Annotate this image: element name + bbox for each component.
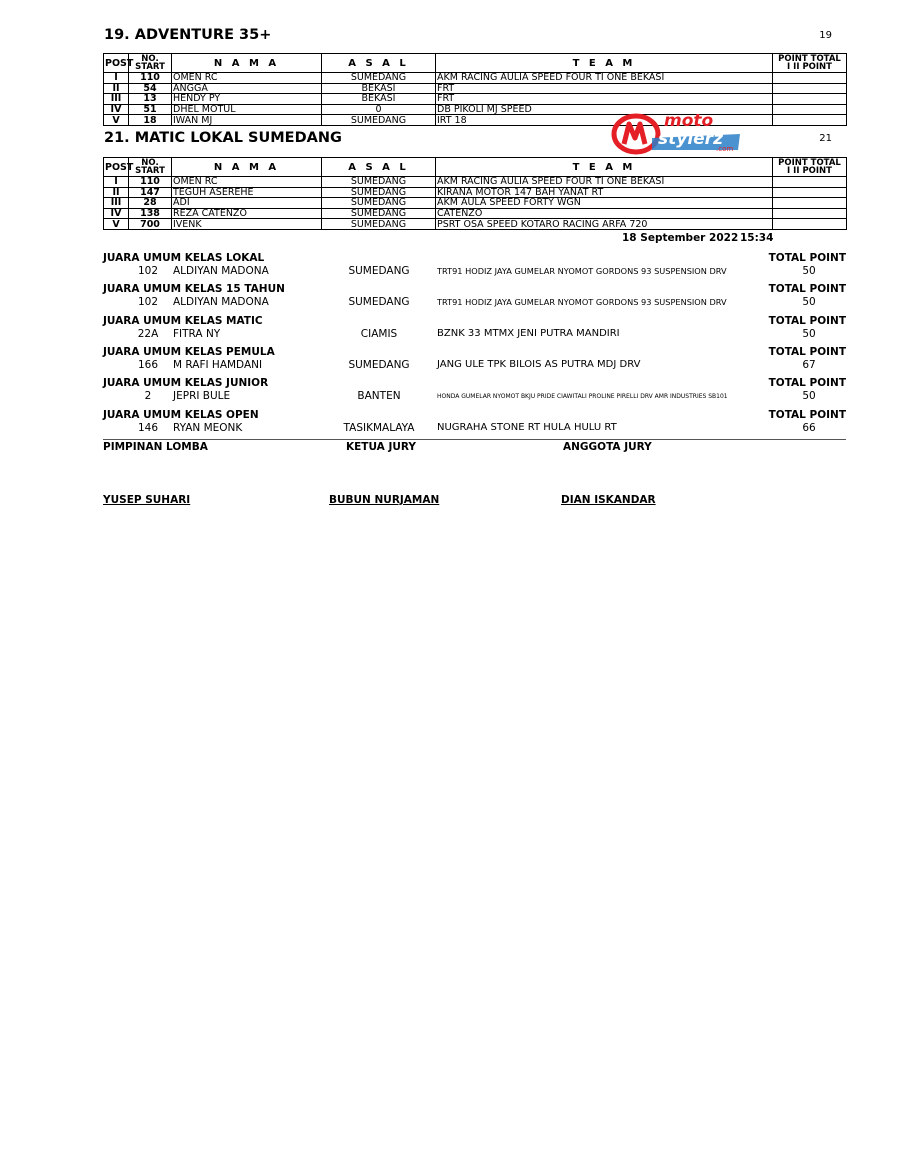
header-start: START (135, 62, 165, 72)
cell-post: V (104, 115, 129, 126)
cell-team: KIRANA MOTOR 147 BAH YANAT RT (436, 187, 773, 198)
champion-asal: TASIKMALAYA (343, 422, 415, 434)
cell-post: IV (104, 104, 129, 115)
champion-entry-15-tahun (103, 283, 846, 313)
table-row (104, 219, 847, 230)
champion-entry-lokal (103, 252, 846, 282)
cell-post: IV (104, 208, 129, 219)
cell-point (773, 219, 847, 230)
header-start: START (135, 166, 165, 176)
total-point-value: 67 (802, 359, 816, 371)
cell-nama: IVENK (172, 219, 322, 230)
champion-team: TRT91 HODIZ JAYA GUMELAR NYOMOT GORDONS 93 SUSPENSION DRV (437, 297, 727, 307)
cell-point (773, 198, 847, 209)
header-team: T E A M (436, 158, 773, 177)
section-21-title: 21. MATIC LOKAL SUMEDANG (104, 130, 342, 146)
header-team: T E A M (436, 54, 773, 73)
cell-nama: ADI (172, 198, 322, 209)
champion-team: NUGRAHA STONE RT HULA HULU RT (437, 422, 617, 433)
total-point-value: 50 (802, 296, 816, 308)
role-pimpinan-lomba: PIMPINAN LOMBA (103, 441, 208, 453)
champion-number: 22A (137, 328, 159, 340)
cell-nama: IWAN MJ (172, 115, 322, 126)
cell-nama: OMEN RC (172, 73, 322, 84)
cell-team: PSRT OSA SPEED KOTARO RACING ARFA 720 (436, 219, 773, 230)
cell-no: 51 (129, 104, 172, 115)
cell-team: DB PIKOLI MJ SPEED (436, 104, 773, 115)
total-point-label: TOTAL POINT (768, 377, 846, 389)
logo-word-moto: moto (664, 111, 714, 131)
champion-name: RYAN MEONK (173, 422, 243, 434)
champion-name: M RAFI HAMDANI (173, 359, 263, 371)
cell-no: 110 (129, 73, 172, 84)
cell-point (773, 208, 847, 219)
cell-asal: SUMEDANG (322, 219, 436, 230)
signatory-ketua-jury: BUBUN NURJAMAN (329, 494, 440, 506)
motostylerz-logo (612, 108, 744, 156)
cell-asal: SUMEDANG (322, 198, 436, 209)
cell-no: 147 (129, 187, 172, 198)
total-point-label: TOTAL POINT (768, 252, 846, 264)
logo-word-com: .com (716, 145, 734, 153)
champion-team: JANG ULE TPK BILOIS AS PUTRA MDJ DRV (437, 359, 641, 370)
champion-entry-open (103, 409, 846, 439)
champion-number: 166 (137, 359, 159, 371)
header-post: POST (104, 158, 129, 177)
header-nama: N A M A (172, 54, 322, 73)
cell-nama: OMEN RC (172, 177, 322, 188)
report-date: 18 September 2022 (622, 232, 739, 244)
cell-asal: BEKASI (322, 83, 436, 94)
champion-number: 146 (137, 422, 159, 434)
champion-name: ALDIYAN MADONA (173, 296, 269, 308)
total-point-label: TOTAL POINT (768, 283, 846, 295)
champion-team: TRT91 HODIZ JAYA GUMELAR NYOMOT GORDONS 93 SUSPENSION DRV (437, 266, 727, 276)
champion-entry-matic (103, 315, 846, 345)
section-19-title: 19. ADVENTURE 35+ (104, 27, 272, 43)
signatory-anggota-jury: DIAN ISKANDAR (561, 494, 656, 506)
champion-asal: SUMEDANG (348, 359, 410, 371)
cell-nama: REZA CATENZO (172, 208, 322, 219)
cell-asal: SUMEDANG (322, 177, 436, 188)
champion-class-title: JUARA UMUM KELAS MATIC (103, 315, 263, 327)
report-time: 15:34 (740, 232, 774, 244)
cell-asal: SUMEDANG (322, 208, 436, 219)
header-asal: A S A L (322, 54, 436, 73)
cell-post: V (104, 219, 129, 230)
results-table-21 (103, 157, 847, 230)
champion-class-title: JUARA UMUM KELAS PEMULA (103, 346, 275, 358)
cell-nama: ANGGA (172, 83, 322, 94)
total-point-value: 66 (802, 422, 816, 434)
total-point-value: 50 (802, 265, 816, 277)
cell-point (773, 187, 847, 198)
champion-team: BZNK 33 MTMX JENI PUTRA MANDIRI (437, 328, 620, 339)
cell-team: IRT 18 (436, 115, 773, 126)
champion-class-title: JUARA UMUM KELAS LOKAL (103, 252, 265, 264)
cell-no: 28 (129, 198, 172, 209)
role-anggota-jury: ANGGOTA JURY (563, 441, 652, 453)
table-row (104, 208, 847, 219)
champion-entry-pemula (103, 346, 846, 376)
cell-point (773, 104, 847, 115)
cell-nama: TEGUH ASEREHE (172, 187, 322, 198)
cell-asal: 0 (322, 104, 436, 115)
champion-class-title: JUARA UMUM KELAS OPEN (103, 409, 259, 421)
cell-asal: SUMEDANG (322, 73, 436, 84)
total-point-value: 50 (802, 328, 816, 340)
header-point (773, 158, 847, 177)
champion-asal: SUMEDANG (348, 296, 410, 308)
cell-team: FRT (436, 94, 773, 105)
table-row (104, 198, 847, 209)
logo-word-stylerz: stylerz (658, 129, 723, 149)
cell-post: II (104, 187, 129, 198)
cell-no: 13 (129, 94, 172, 105)
cell-no: 18 (129, 115, 172, 126)
cell-point (773, 83, 847, 94)
cell-point (773, 177, 847, 188)
table-row (104, 83, 847, 94)
cell-post: II (104, 83, 129, 94)
cell-point (773, 73, 847, 84)
cell-post: III (104, 198, 129, 209)
header-point-total: POINT TOTAL (778, 158, 841, 168)
header-no-start (129, 158, 172, 177)
table-row (104, 177, 847, 188)
signature-divider (103, 439, 846, 440)
total-point-value: 50 (802, 390, 816, 402)
cell-no: 110 (129, 177, 172, 188)
header-point-sub: I II POINT (787, 62, 832, 72)
cell-asal: BEKASI (322, 94, 436, 105)
champion-asal: BANTEN (357, 390, 401, 402)
cell-no: 54 (129, 83, 172, 94)
header-point (773, 54, 847, 73)
header-point-sub: I II POINT (787, 166, 832, 176)
champion-name: JEPRI BULE (173, 390, 231, 402)
champion-team: HONDA GUMELAR NYOMOT BKJU PRIDE CIAWITALI PROLINE PIRELLI DRV AMR INDUSTRIES SB101 (437, 393, 728, 400)
cell-team: AKM RACING AULIA SPEED FOUR TI ONE BEKASI (436, 177, 773, 188)
table-row (104, 73, 847, 84)
champion-asal: CIAMIS (360, 328, 398, 340)
header-post: POST (104, 54, 129, 73)
header-no-start (129, 54, 172, 73)
cell-post: III (104, 94, 129, 105)
cell-team: CATENZO (436, 208, 773, 219)
cell-asal: SUMEDANG (322, 115, 436, 126)
total-point-label: TOTAL POINT (768, 409, 846, 421)
page-number-21: 21 (819, 133, 832, 144)
header-no: NO. (141, 158, 159, 168)
signatory-pimpinan-lomba: YUSEP SUHARI (103, 494, 191, 506)
cell-team: AKM RACING AULIA SPEED FOUR TI ONE BEKASI (436, 73, 773, 84)
cell-post: I (104, 177, 129, 188)
cell-team: AKM AULA SPEED FORTY WGN (436, 198, 773, 209)
champion-name: FITRA NY (173, 328, 221, 340)
cell-asal: SUMEDANG (322, 187, 436, 198)
header-no: NO. (141, 54, 159, 64)
cell-nama: DHEL MOTUL (172, 104, 322, 115)
champion-name: ALDIYAN MADONA (173, 265, 269, 277)
cell-point (773, 94, 847, 105)
header-nama: N A M A (172, 158, 322, 177)
table-row (104, 94, 847, 105)
champion-number: 102 (137, 296, 159, 308)
total-point-label: TOTAL POINT (768, 315, 846, 327)
role-ketua-jury: KETUA JURY (346, 441, 417, 453)
cell-nama: HENDY PY (172, 94, 322, 105)
champion-class-title: JUARA UMUM KELAS 15 TAHUN (103, 283, 285, 295)
total-point-label: TOTAL POINT (768, 346, 846, 358)
cell-post: I (104, 73, 129, 84)
table-row (104, 187, 847, 198)
cell-team: FRT (436, 83, 773, 94)
page-number-19: 19 (819, 30, 832, 41)
cell-no: 138 (129, 208, 172, 219)
table-header (104, 54, 847, 73)
cell-no: 700 (129, 219, 172, 230)
table-header (104, 158, 847, 177)
champion-entry-junior (103, 377, 846, 407)
champion-number: 102 (137, 265, 159, 277)
champion-asal: SUMEDANG (348, 265, 410, 277)
cell-point (773, 115, 847, 126)
champion-class-title: JUARA UMUM KELAS JUNIOR (103, 377, 269, 389)
header-asal: A S A L (322, 158, 436, 177)
header-point-total: POINT TOTAL (778, 54, 841, 64)
champion-number: 2 (144, 390, 152, 402)
